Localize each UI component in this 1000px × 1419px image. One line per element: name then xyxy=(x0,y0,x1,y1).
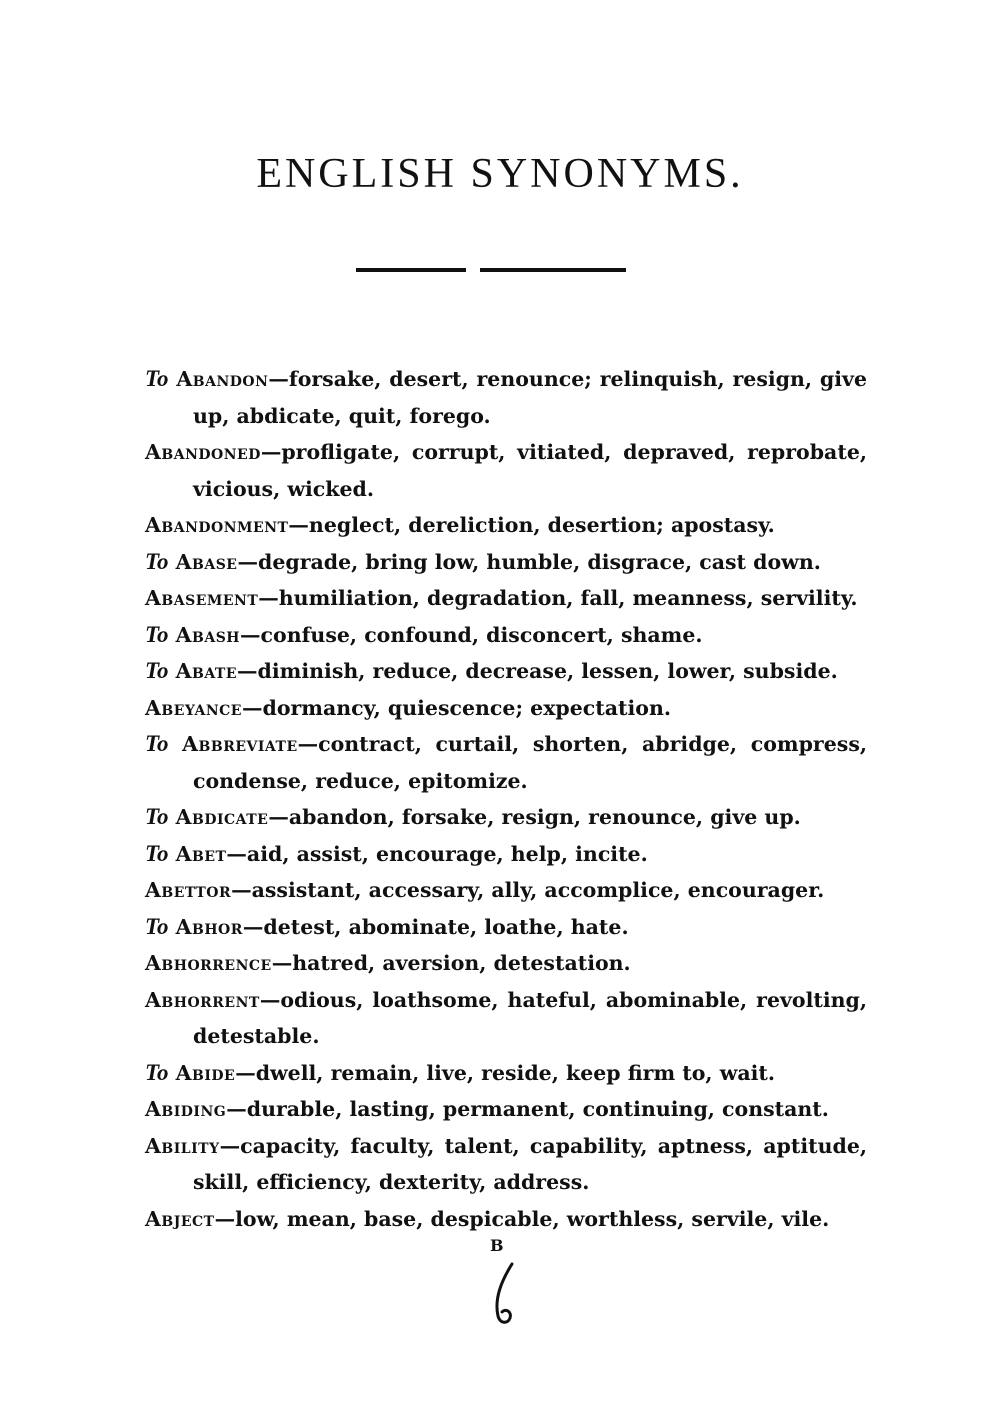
entry-definition: —degrade, bring low, humble, disgrace, cast down. xyxy=(237,549,821,574)
entry-prefix: To xyxy=(145,840,169,866)
synonym-entry xyxy=(145,982,867,1055)
entry-definition: —profligate, corrupt, vitiated, depraved, reprobate, vicious, wicked. xyxy=(193,440,867,501)
entry-definition: —dormancy, quiescence; expectation. xyxy=(241,695,671,720)
synonym-entry xyxy=(145,653,867,690)
entry-prefix: To xyxy=(145,548,169,574)
synonym-entry xyxy=(145,799,867,836)
title-rule-left xyxy=(356,268,466,272)
entry-headword: Abhorrence xyxy=(145,951,272,975)
entry-definition: —diminish, reduce, decrease, lessen, lower, subside. xyxy=(237,659,838,683)
entry-headword: Ability xyxy=(145,1133,220,1158)
synonym-entry xyxy=(145,690,867,727)
synonym-entry xyxy=(145,836,867,873)
entry-headword: Abasement xyxy=(145,586,259,610)
entry-headword: Abhor xyxy=(175,914,243,939)
synonym-entry xyxy=(145,544,867,581)
entry-definition: —humiliation, degradation, fall, meanness, servility. xyxy=(258,586,858,610)
entry-headword: Abject xyxy=(145,1206,215,1231)
synonym-list xyxy=(145,361,867,1237)
entry-definition: —durable, lasting, permanent, continuing, constant. xyxy=(226,1097,829,1121)
entry-definition: —contract, curtail, shorten, abridge, compress, condense, reduce, epitomize. xyxy=(193,732,867,793)
entry-headword: Abandoned xyxy=(145,440,261,464)
page-title: ENGLISH SYNONYMS. xyxy=(256,151,744,197)
handwritten-mark-icon xyxy=(484,1250,524,1330)
entry-definition: —odious, loathsome, hateful, abominable, revolting, detestable. xyxy=(193,987,867,1048)
entry-definition: —detest, abominate, loathe, hate. xyxy=(242,914,629,939)
entry-headword: Abettor xyxy=(145,878,232,902)
entry-definition: —capacity, faculty, talent, capability, aptness, aptitude, skill, efficiency, dexterity, address. xyxy=(193,1133,867,1194)
entry-headword: Abiding xyxy=(145,1097,227,1121)
entry-prefix: To xyxy=(145,366,169,391)
synonym-entry xyxy=(145,909,867,946)
entry-prefix: To xyxy=(145,804,169,829)
synonym-entry xyxy=(145,1128,867,1201)
signature-mark: B xyxy=(490,1236,504,1255)
synonym-entry xyxy=(145,434,867,507)
synonym-entry xyxy=(145,945,867,982)
entry-headword: Abide xyxy=(175,1060,236,1085)
entry-definition: —low, mean, base, despicable, worthless, servile, vile. xyxy=(214,1206,830,1231)
entry-prefix: To xyxy=(145,621,169,647)
entry-headword: Abhorrent xyxy=(145,987,260,1012)
synonym-entry xyxy=(145,507,867,544)
entry-headword: Abandon xyxy=(176,367,269,391)
entry-definition: —forsake, desert, renounce; relinquish, resign, give up, abdicate, quit, forego. xyxy=(193,367,868,428)
synonym-entry xyxy=(145,872,867,909)
entry-definition: —assistant, accessary, ally, accomplice, encourager. xyxy=(231,878,825,902)
synonym-entry xyxy=(145,1055,867,1092)
entry-definition: —neglect, dereliction, desertion; apostasy. xyxy=(288,513,775,537)
synonym-entry xyxy=(145,1091,867,1128)
entry-prefix: To xyxy=(145,658,169,683)
synonym-entry xyxy=(145,1201,867,1238)
entry-headword: Abet xyxy=(175,841,227,866)
entry-definition: —abandon, forsake, resign, renounce, give up. xyxy=(268,805,801,829)
title-rule-right xyxy=(480,268,626,272)
entry-headword: Abash xyxy=(175,622,241,647)
entry-headword: Abeyance xyxy=(145,695,242,720)
entry-definition: —confuse, confound, disconcert, shame. xyxy=(240,622,703,647)
synonym-entry xyxy=(145,580,867,617)
synonym-entry xyxy=(145,726,867,799)
entry-definition: —dwell, remain, live, reside, keep firm to, wait. xyxy=(235,1060,776,1085)
entry-headword: Abdicate xyxy=(175,805,269,829)
synonym-entry xyxy=(145,617,867,654)
entry-headword: Abbreviate xyxy=(182,732,298,756)
entry-prefix: To xyxy=(145,913,169,939)
entry-definition: —hatred, aversion, detestation. xyxy=(271,951,631,975)
entry-headword: Abandonment xyxy=(145,513,289,537)
entry-definition: —aid, assist, encourage, help, incite. xyxy=(226,841,648,866)
entry-headword: Abate xyxy=(175,659,238,683)
entry-prefix: To xyxy=(145,1059,169,1085)
entry-headword: Abase xyxy=(175,549,238,574)
entry-prefix: To xyxy=(145,731,169,756)
synonym-entry xyxy=(145,361,867,434)
